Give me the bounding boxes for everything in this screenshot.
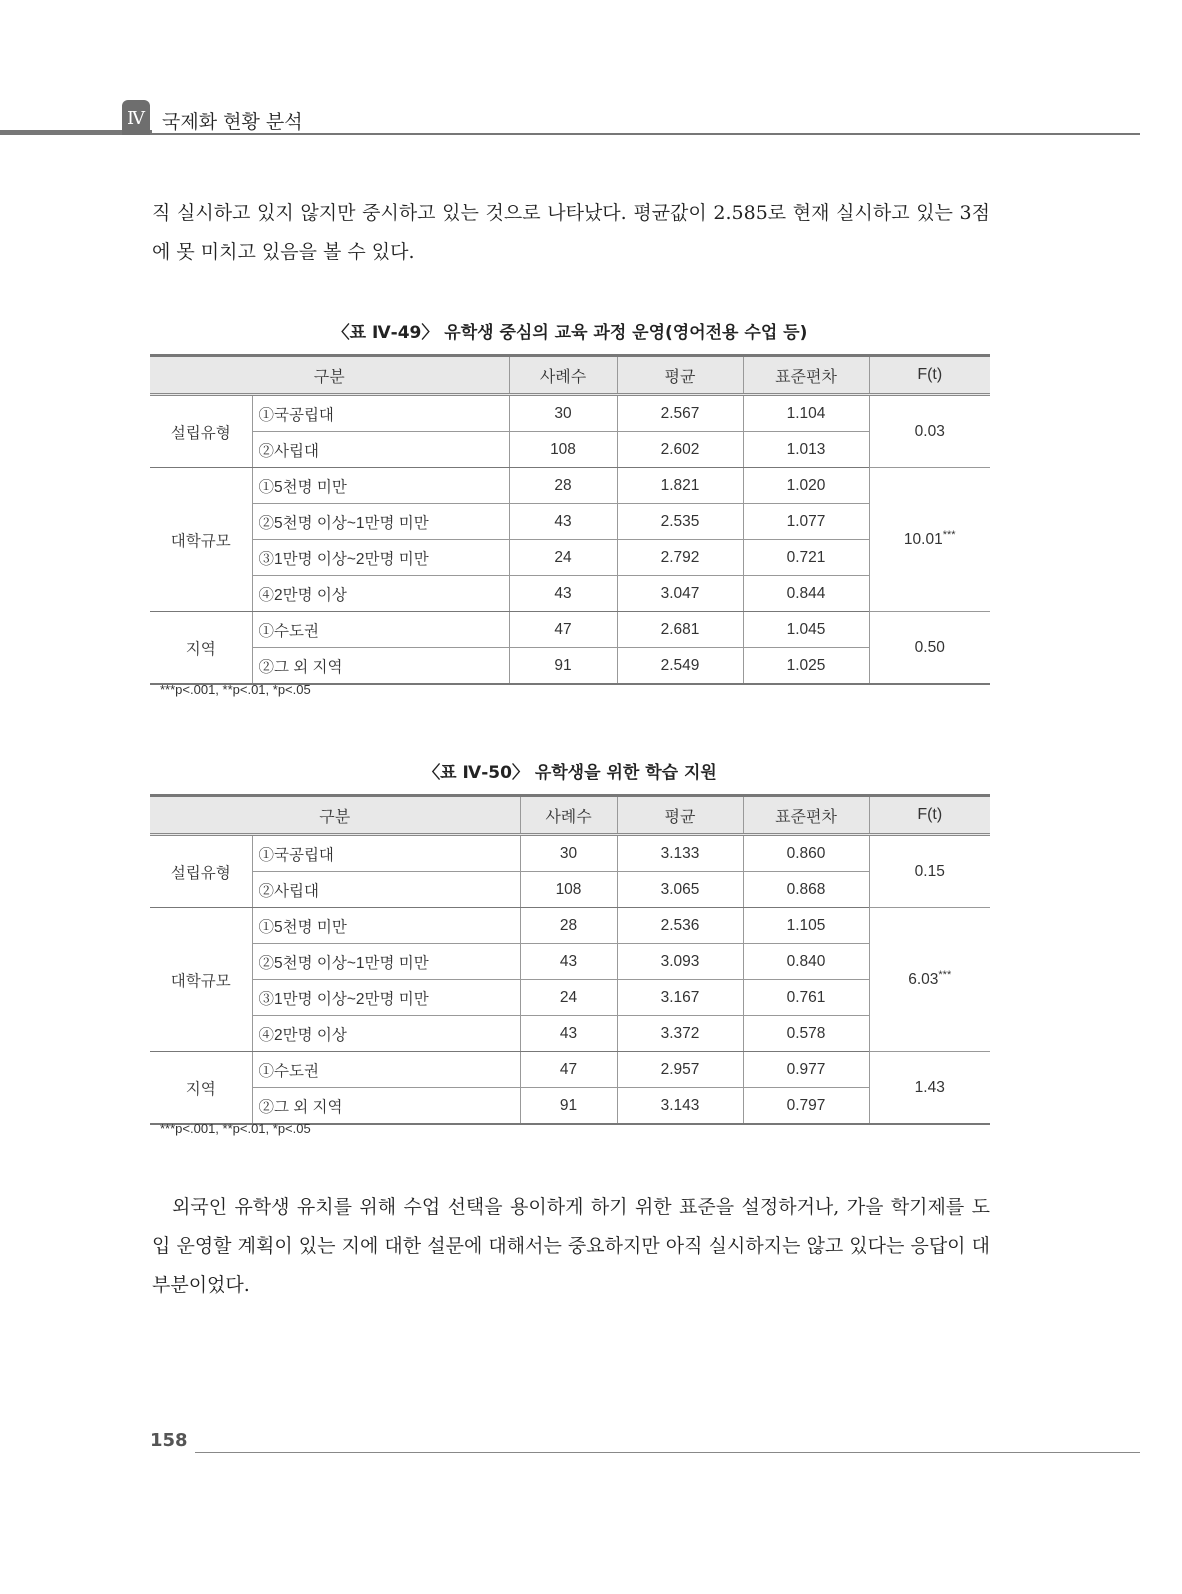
- std-dev: 0.977: [743, 1052, 869, 1088]
- significance-mark: ***: [942, 529, 956, 542]
- group-label: 지역: [150, 1052, 252, 1125]
- column-header: 구분: [150, 356, 509, 395]
- table-row: [150, 432, 990, 468]
- f-statistic-cell: [869, 395, 990, 468]
- table-row: [150, 1088, 990, 1125]
- table-row: [150, 648, 990, 685]
- std-dev: 0.844: [743, 576, 869, 612]
- std-dev: 1.104: [743, 395, 869, 432]
- case-count: 91: [509, 648, 617, 685]
- table-49-note: ***p<.001, **p<.01, *p<.05: [160, 682, 311, 697]
- table-49: [150, 354, 990, 685]
- table-50: [150, 794, 990, 1125]
- header-row: [150, 796, 990, 835]
- case-count: 108: [509, 432, 617, 468]
- mean: 3.093: [617, 944, 743, 980]
- row-label: ②그 외 지역: [252, 1088, 520, 1125]
- table-row: [150, 980, 990, 1016]
- case-count: 30: [520, 835, 617, 872]
- std-dev: 0.860: [743, 835, 869, 872]
- mean: 3.167: [617, 980, 743, 1016]
- case-count: 28: [509, 468, 617, 504]
- case-count: 24: [520, 980, 617, 1016]
- mean: 2.602: [617, 432, 743, 468]
- header-row: [150, 356, 990, 395]
- table-50-caption: 〈표 Ⅳ-50〉 유학생을 위한 학습 지원: [423, 763, 717, 783]
- mean: 3.133: [617, 835, 743, 872]
- intro-paragraph: 직 실시하고 있지 않지만 중시하고 있는 것으로 나타났다. 평균값이 2.585로 현재 실시하고 있는 3점에 못 미치고 있음을 볼 수 있다.: [152, 202, 990, 263]
- table-row: [150, 504, 990, 540]
- group-label: 대학규모: [150, 468, 252, 612]
- column-header: 표준편차: [743, 356, 869, 395]
- row-label: ②5천명 이상~1만명 미만: [252, 944, 520, 980]
- table-row: [150, 576, 990, 612]
- std-dev: 0.578: [743, 1016, 869, 1052]
- f-value: 0.03: [914, 423, 945, 441]
- case-count: 43: [520, 944, 617, 980]
- row-label: ③1만명 이상~2만명 미만: [252, 540, 509, 576]
- case-count: 43: [509, 504, 617, 540]
- table-row: [150, 872, 990, 908]
- std-dev: 1.013: [743, 432, 869, 468]
- f-statistic-cell: [869, 468, 990, 612]
- table-row: [150, 835, 990, 872]
- row-label: ②5천명 이상~1만명 미만: [252, 504, 509, 540]
- case-count: 43: [520, 1016, 617, 1052]
- case-count: 47: [520, 1052, 617, 1088]
- case-count: 108: [520, 872, 617, 908]
- mean: 2.535: [617, 504, 743, 540]
- footer-rule: [195, 1452, 1140, 1453]
- mean: 1.821: [617, 468, 743, 504]
- group-label: 설립유형: [150, 395, 252, 468]
- std-dev: 1.045: [743, 612, 869, 648]
- row-label: ②사립대: [252, 872, 520, 908]
- column-header: 평균: [617, 356, 743, 395]
- mean: 2.957: [617, 1052, 743, 1088]
- f-statistic-cell: [869, 835, 990, 908]
- std-dev: 0.761: [743, 980, 869, 1016]
- case-count: 28: [520, 908, 617, 944]
- column-header: 사례수: [520, 796, 617, 835]
- case-count: 24: [509, 540, 617, 576]
- std-dev: 0.868: [743, 872, 869, 908]
- table-row: [150, 1052, 990, 1088]
- table-row: [150, 908, 990, 944]
- column-header: 구분: [150, 796, 520, 835]
- std-dev: 1.077: [743, 504, 869, 540]
- mean: 3.047: [617, 576, 743, 612]
- group-label: 지역: [150, 612, 252, 685]
- table-row: [150, 468, 990, 504]
- row-label: ①국공립대: [252, 835, 520, 872]
- f-statistic-cell: [869, 612, 990, 685]
- row-label: ①수도권: [252, 1052, 520, 1088]
- table-50-note: ***p<.001, **p<.01, *p<.05: [160, 1121, 311, 1136]
- case-count: 47: [509, 612, 617, 648]
- case-count: 43: [509, 576, 617, 612]
- column-header: 표준편차: [743, 796, 869, 835]
- row-label: ④2만명 이상: [252, 576, 509, 612]
- std-dev: 1.025: [743, 648, 869, 685]
- f-value: 10.01: [903, 531, 943, 549]
- f-value: 0.15: [914, 863, 945, 881]
- case-count: 30: [509, 395, 617, 432]
- page-number: 158: [150, 1430, 188, 1451]
- f-value: 0.50: [914, 639, 945, 657]
- mean: 2.792: [617, 540, 743, 576]
- std-dev: 0.721: [743, 540, 869, 576]
- table-row: [150, 1016, 990, 1052]
- table-49-caption: 〈표 Ⅳ-49〉 유학생 중심의 교육 과정 운영(영어전용 수업 등): [332, 323, 808, 343]
- table-row: [150, 540, 990, 576]
- row-label: ④2만명 이상: [252, 1016, 520, 1052]
- std-dev: 0.797: [743, 1088, 869, 1125]
- mean: 2.536: [617, 908, 743, 944]
- column-header: 사례수: [509, 356, 617, 395]
- row-label: ①수도권: [252, 612, 509, 648]
- mean: 3.372: [617, 1016, 743, 1052]
- column-header: F(t): [869, 796, 990, 835]
- chapter-badge: Ⅳ: [122, 100, 150, 135]
- row-label: ①5천명 미만: [252, 468, 509, 504]
- significance-mark: ***: [938, 969, 952, 982]
- group-label: 대학규모: [150, 908, 252, 1052]
- group-label: 설립유형: [150, 835, 252, 908]
- f-statistic-cell: [869, 908, 990, 1052]
- column-header: 평균: [617, 796, 743, 835]
- mean: 2.681: [617, 612, 743, 648]
- closing-paragraph: 외국인 유학생 유치를 위해 수업 선택을 용이하게 하기 위한 표준을 설정하거나, 가을 학기제를 도입 운영할 계획이 있는 지에 대한 설문에 대해서는 중요하지만 아직 실시하지는 않고 있다는 응답이 대부분이었다.: [152, 1196, 990, 1296]
- row-label: ③1만명 이상~2만명 미만: [252, 980, 520, 1016]
- table-row: [150, 944, 990, 980]
- std-dev: 1.105: [743, 908, 869, 944]
- std-dev: 1.020: [743, 468, 869, 504]
- f-statistic-cell: [869, 1052, 990, 1125]
- mean: 2.549: [617, 648, 743, 685]
- row-label: ①국공립대: [252, 395, 509, 432]
- f-value: 1.43: [914, 1079, 945, 1097]
- case-count: 91: [520, 1088, 617, 1125]
- row-label: ①5천명 미만: [252, 908, 520, 944]
- row-label: ②그 외 지역: [252, 648, 509, 685]
- row-label: ②사립대: [252, 432, 509, 468]
- mean: 3.143: [617, 1088, 743, 1125]
- chapter-title: 국제화 현황 분석: [162, 111, 303, 133]
- f-value: 6.03: [908, 971, 939, 989]
- table-row: [150, 395, 990, 432]
- table-row: [150, 612, 990, 648]
- std-dev: 0.840: [743, 944, 869, 980]
- column-header: F(t): [869, 356, 990, 395]
- mean: 3.065: [617, 872, 743, 908]
- mean: 2.567: [617, 395, 743, 432]
